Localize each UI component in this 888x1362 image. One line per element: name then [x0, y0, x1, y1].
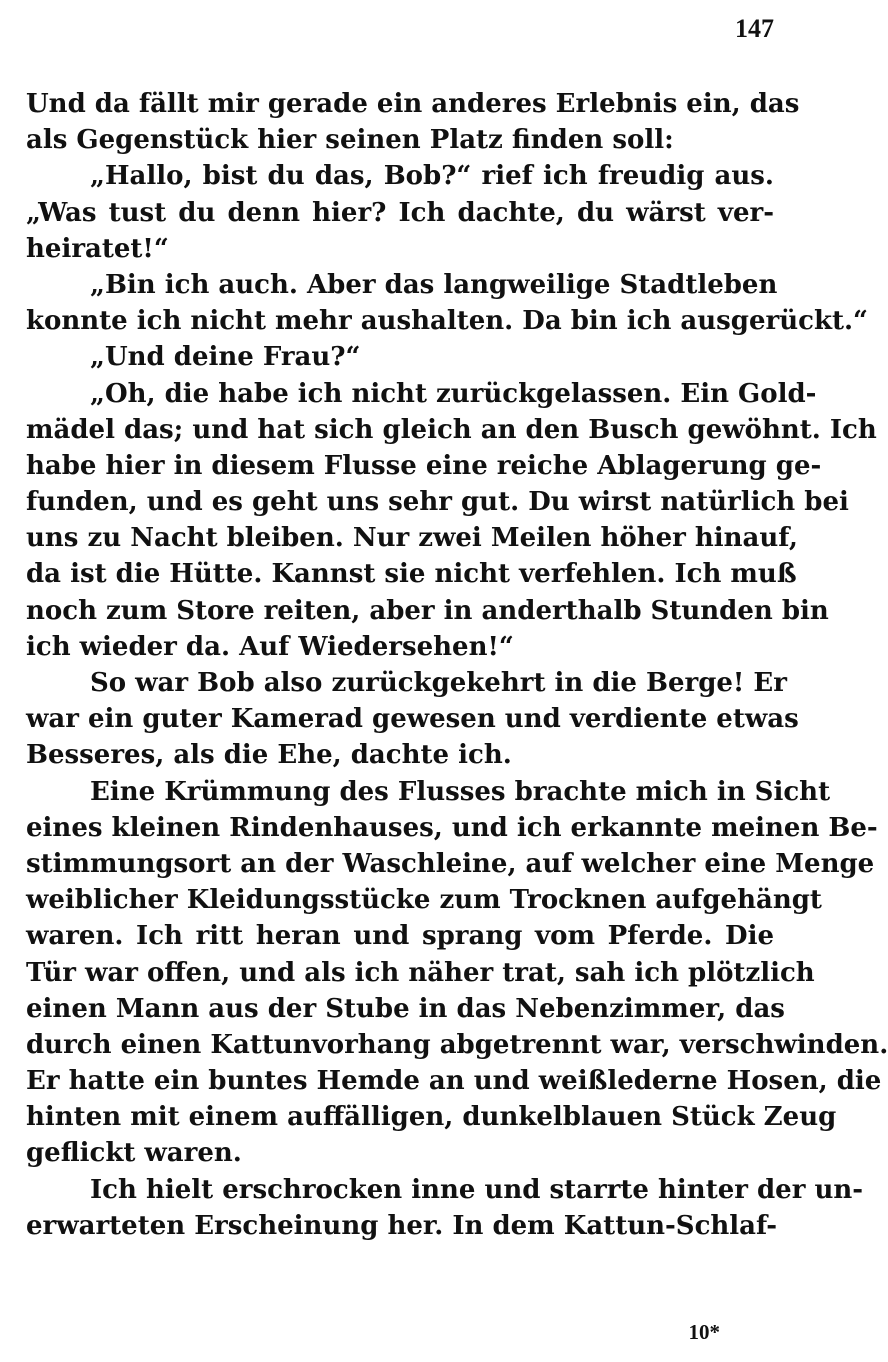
text-line: Tür war offen, und als ich näher trat, sah ich plötzlich	[26, 957, 815, 988]
signature-mark: 10*	[688, 1320, 720, 1344]
text-line: einen Mann aus der Stube in das Nebenzimmer, das	[26, 993, 785, 1024]
text-line: „Hallo, bist du das, Bob?“ rief ich freudig aus.	[90, 161, 774, 192]
text-line: durch einen Kattunvorhang abgetrennt war, verschwinden.	[26, 1029, 888, 1060]
text-line: heiratet!“	[26, 233, 169, 264]
text-line: „Und deine Frau?“	[90, 342, 361, 373]
text-line: Und da fällt mir gerade ein anderes Erlebnis ein, das	[26, 89, 800, 119]
text-line: als Gegenstück hier seinen Platz finden soll:	[26, 125, 674, 156]
page-number: 147	[735, 14, 774, 43]
text-line: waren. Ich ritt heran und sprang vom Pferde. Die	[26, 921, 774, 952]
text-line: So war Bob also zurückgekehrt in die Berge! Er	[90, 668, 787, 698]
text-line: mädel das; und hat sich gleich an den Busch gewöhnt. Ich	[26, 414, 877, 445]
text-line: stimmungsort an der Waschleine, auf welcher eine Menge	[26, 848, 875, 879]
text-line: da ist die Hütte. Kannst sie nicht verfehlen. Ich muß	[26, 559, 797, 590]
text-line: uns zu Nacht bleiben. Nur zwei Meilen höher hinauf,	[26, 523, 798, 554]
text-line: weiblicher Kleidungsstücke zum Trocknen aufgehängt	[26, 885, 822, 916]
text-line: noch zum Store reiten, aber in anderthalb Stunden bin	[26, 595, 829, 626]
text-line: geflickt waren.	[26, 1138, 242, 1169]
text-line: funden, und es geht uns sehr gut. Du wirst natürlich bei	[26, 487, 849, 518]
text-line: konnte ich nicht mehr aushalten. Da bin ich ausgerückt.“	[26, 306, 868, 337]
text-line: erwarteten Erscheinung her. In dem Kattun-Schlaf-	[26, 1210, 778, 1241]
text-line: habe hier in diesem Flusse eine reiche Ablagerung ge-	[26, 450, 822, 481]
text-line: „Bin ich auch. Aber das langweilige Stadtleben	[90, 269, 778, 300]
text-line: „Oh, die habe ich nicht zurückgelassen. Ein Gold-	[90, 378, 817, 409]
text-line: Ich hielt erschrocken inne und starrte hinter der un-	[90, 1174, 864, 1205]
text-line: eines kleinen Rindenhauses, und ich erkannte meinen Be-	[26, 812, 878, 843]
body-text	[26, 86, 888, 1244]
text-line: ich wieder da. Auf Wiedersehen!“	[26, 631, 514, 662]
text-line: war ein guter Kamerad gewesen und verdiente etwas	[26, 704, 799, 735]
text-line: Er hatte ein buntes Hemde an und weißlederne Hosen, die	[26, 1066, 882, 1097]
text-line: Besseres, als die Ehe, dachte ich.	[26, 740, 512, 771]
text-line: hinten mit einem auffälligen, dunkelblauen Stück Zeug	[26, 1102, 837, 1133]
text-line: „Was tust du denn hier? Ich dachte, du wärst ver-	[26, 197, 774, 228]
text-line: Eine Krümmung des Flusses brachte mich in Sicht	[90, 776, 831, 807]
